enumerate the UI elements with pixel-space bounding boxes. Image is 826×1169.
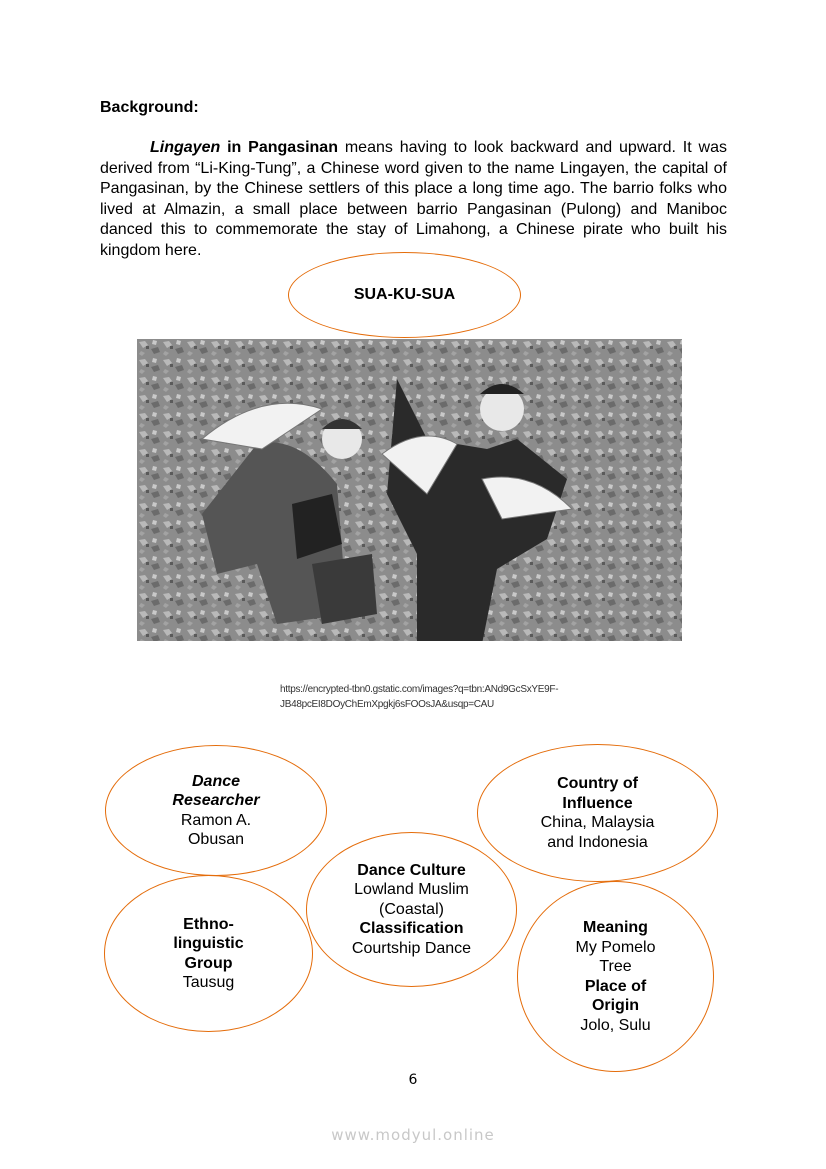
origin-label-1: Place of (584, 977, 647, 995)
lead-in: in (220, 139, 249, 156)
researcher-label-1: Dance (191, 772, 241, 790)
origin-value: Jolo, Sulu (580, 1016, 651, 1034)
researcher-label-2: Researcher (172, 792, 260, 809)
lead-place: Pangasinan (248, 139, 338, 156)
background-text: means having to look backward and upward. It was derived from “Li-King-Tung”, a Chinese word given to the name Lingayen, the capital of Pangasinan, by the Chinese settlers of this place a long time ago. The barrio folks who lived at Almazin, a small place between barrio Pangasinan (Pulong) and Maniboc danced this to commemorate the stay of Limahong, a Chinese pirate who built his kingdom here. (100, 139, 728, 259)
page-number: 6 (408, 1072, 418, 1088)
culture-value-1: Lowland Muslim (354, 881, 469, 899)
ethno-label-3: Group (184, 954, 233, 972)
lead-italic: Lingayen (150, 139, 221, 156)
country-label-1: Country of (557, 775, 638, 792)
culture-value-2: (Coastal) (379, 900, 444, 918)
culture-oval (306, 832, 517, 987)
country-value-2: and Indonesia (547, 833, 648, 851)
ethno-value: Tausug (182, 974, 235, 991)
country-value-1: China, Malaysia (540, 814, 655, 831)
culture-label: Dance Culture (357, 861, 466, 879)
dance-title: SUA-KU-SUA (353, 286, 456, 304)
researcher-value-1: Ramon A. (180, 811, 252, 829)
ethno-label-1: Ethno- (183, 915, 234, 933)
meaning-label: Meaning (583, 919, 648, 936)
classification-label: Classification (359, 920, 464, 938)
background-heading: Background: (100, 99, 199, 116)
meaning-oval (517, 881, 714, 1072)
meaning-value-2: Tree (599, 958, 632, 975)
researcher-oval (105, 745, 327, 876)
watermark: www.modyul.online (331, 1126, 495, 1144)
researcher-value-2: Obusan (187, 831, 245, 848)
photo-caption (280, 682, 558, 712)
country-label-2: Influence (562, 794, 633, 812)
origin-label-2: Origin (591, 997, 640, 1014)
ethno-label-2: linguistic (173, 935, 244, 952)
caption-line-2: JB48pcEI8DOyChEmXpgkj6sFOOsJA&usqp=CAU (280, 699, 494, 710)
country-oval (477, 744, 718, 882)
classification-value: Courtship Dance (351, 939, 472, 957)
background-paragraph (100, 138, 727, 261)
ethno-oval (104, 875, 313, 1032)
dance-title-oval (288, 252, 521, 338)
dancers-photo (137, 339, 682, 641)
caption-line-1: https://encrypted-tbn0.gstatic.com/images?q=tbn:ANd9GcSxYE9F- (280, 684, 559, 695)
meaning-value-1: My Pomelo (575, 938, 656, 956)
